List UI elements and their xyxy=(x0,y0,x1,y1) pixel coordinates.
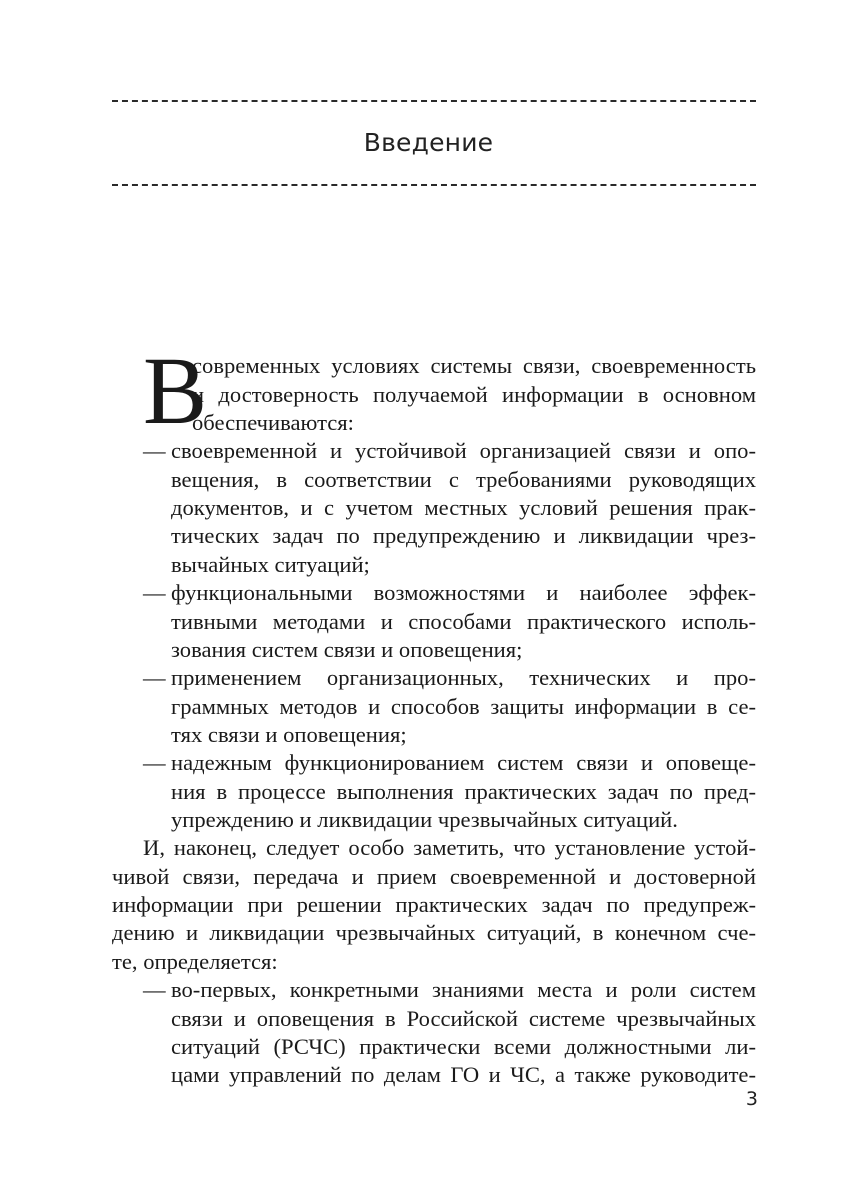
text-line: надежным функционированием систем связи и оповеще- xyxy=(171,750,756,775)
header-rule-bottom xyxy=(112,184,756,186)
dash-bullet: — xyxy=(143,750,166,775)
text-line: вычайных ситуаций; xyxy=(171,552,370,577)
text-line: во-первых, конкретными знаниями места и роли систем xyxy=(171,977,756,1002)
text-line: дению и ликвидации чрезвычайных ситуаций, в конечном сче- xyxy=(112,920,756,945)
text-line: применением организационных, технических и про- xyxy=(171,665,756,690)
text-line: тях связи и оповещения; xyxy=(171,722,407,747)
text-line: вещения, в соответствии с требованиями руководящих xyxy=(171,467,756,492)
text-line: тивными методами и способами практического исполь- xyxy=(171,609,756,634)
text-line: связи и оповещения в Российской системе чрезвычайных xyxy=(171,1006,756,1031)
dash-bullet: — xyxy=(143,665,166,690)
text-line: граммных методов и способов защиты информации в се- xyxy=(171,694,756,719)
text-line: чивой связи, передача и прием своевременной и достоверной xyxy=(112,864,756,889)
text-line: обеспечиваются: xyxy=(192,410,354,435)
drop-cap: В xyxy=(143,337,208,444)
text-line: те, определяется: xyxy=(112,949,278,974)
text-line: цами управлений по делам ГО и ЧС, а также руководите- xyxy=(171,1062,756,1087)
text-line: и достоверность получаемой информации в основном xyxy=(192,382,756,407)
text-line: тических задач по предупреждению и ликвидации чрез- xyxy=(171,523,756,548)
dash-bullet: — xyxy=(143,438,166,463)
text-line: функциональными возможностями и наиболее эффек- xyxy=(171,580,756,605)
dash-bullet: — xyxy=(143,580,166,605)
text-line: современных условиях системы связи, своевременность xyxy=(192,353,756,378)
text-line: ния в процессе выполнения практических задач по пред- xyxy=(171,779,756,804)
text-line: И, наконец, следует особо заметить, что установление устой- xyxy=(143,835,756,860)
dash-bullet: — xyxy=(143,977,166,1002)
chapter-title: Введение xyxy=(363,128,494,157)
text-line: упреждению и ликвидации чрезвычайных ситуаций. xyxy=(171,807,678,832)
text-line: ситуаций (РСЧС) практически всеми должностными ли- xyxy=(171,1034,756,1059)
text-line: информации при решении практических задач по предупреж- xyxy=(112,892,756,917)
header-rule-top xyxy=(112,100,756,102)
text-line: зования систем связи и оповещения; xyxy=(171,637,523,662)
text-line: своевременной и устойчивой организацией связи и опо- xyxy=(171,438,756,463)
text-line: документов, и с учетом местных условий решения прак- xyxy=(171,495,756,520)
page-number: 3 xyxy=(745,1088,758,1110)
